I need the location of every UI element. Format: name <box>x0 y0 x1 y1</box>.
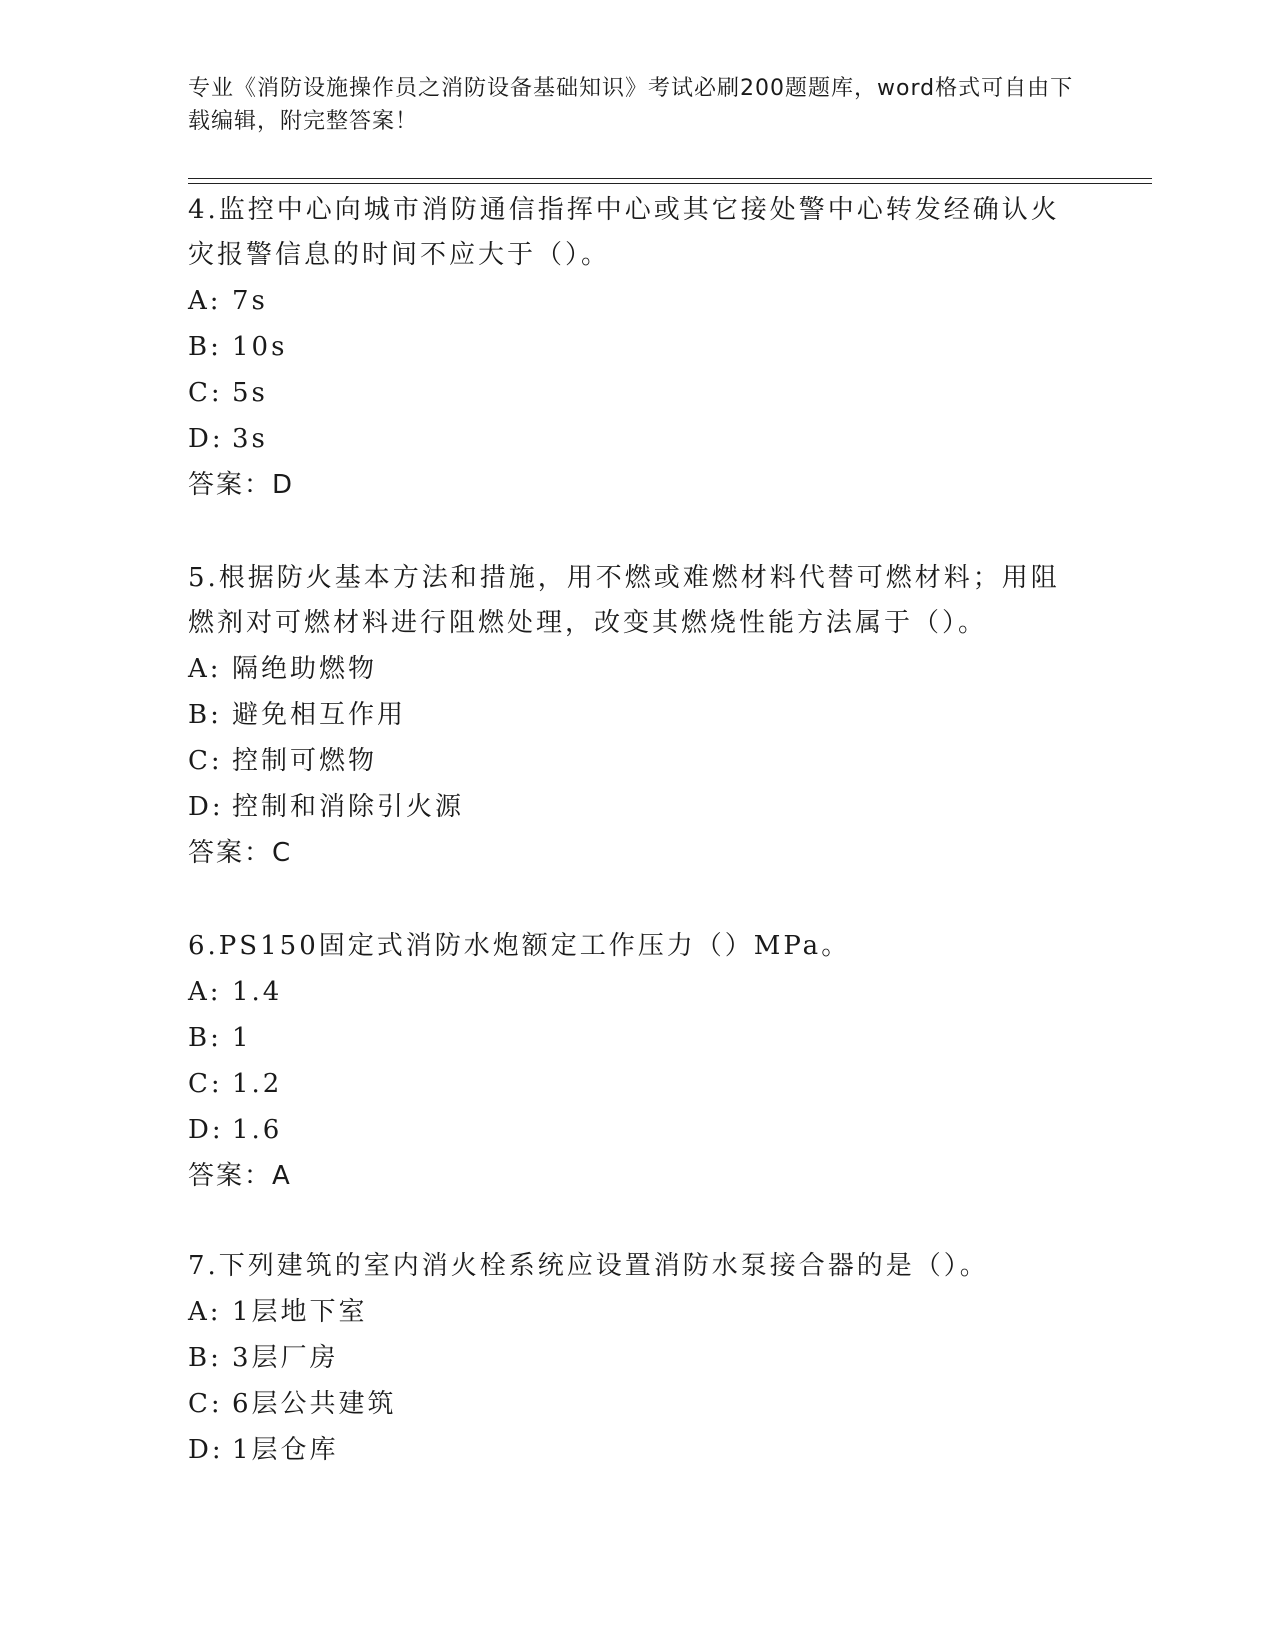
option-b <box>188 1335 1068 1381</box>
option-value: 3层厂房 <box>232 1343 339 1373</box>
option-value: 控制和消除引火源 <box>232 792 465 822</box>
option-key: A: <box>188 286 222 316</box>
option-a <box>188 1289 1068 1335</box>
question-text: 7.下列建筑的室内消火栓系统应设置消防水泵接合器的是（）。 <box>188 1251 989 1281</box>
option-key: C: <box>188 1389 223 1419</box>
option-value: 1.2 <box>232 1069 283 1099</box>
header-title: 专业《消防设施操作员之消防设备基础知识》考试必刷200题题库，word格式可自由下载编辑，附完整答案！ <box>188 76 1074 134</box>
option-c <box>188 370 1068 416</box>
answer-value: C <box>272 838 293 868</box>
option-key: B: <box>188 332 222 362</box>
option-c <box>188 1061 1068 1107</box>
answer-label: 答案： <box>188 470 273 500</box>
option-value: 1.6 <box>232 1115 283 1145</box>
option-value: 隔绝助燃物 <box>232 654 378 684</box>
option-b <box>188 1015 1068 1061</box>
question-6 <box>188 924 1068 1199</box>
answer-line <box>188 830 1068 876</box>
option-d <box>188 1107 1068 1153</box>
option-value: 10s <box>232 332 288 362</box>
option-value: 1 <box>232 1023 252 1053</box>
answer-value: A <box>272 1161 292 1191</box>
question-4 <box>188 188 1068 508</box>
question-text: 5.根据防火基本方法和措施，用不燃或难燃材料代替可燃材料；用阻燃剂对可燃材料进行阻燃处理，改变其燃烧性能方法属于（）。 <box>188 563 1060 638</box>
option-key: D: <box>188 424 224 454</box>
header-divider-top <box>188 178 1152 179</box>
answer-line <box>188 1153 1068 1199</box>
question-5 <box>188 556 1068 876</box>
option-d <box>188 416 1068 462</box>
question-text: 6.PS150固定式消防水炮额定工作压力（）MPa。 <box>188 931 851 961</box>
option-key: B: <box>188 1023 222 1053</box>
answer-line <box>188 462 1068 508</box>
option-key: A: <box>188 654 222 684</box>
option-value: 6层公共建筑 <box>232 1389 397 1419</box>
document-header <box>188 72 1088 138</box>
answer-value: D <box>272 470 295 500</box>
option-value: 1.4 <box>232 977 283 1007</box>
answer-label: 答案： <box>188 838 273 868</box>
option-key: A: <box>188 1297 222 1327</box>
option-d <box>188 784 1068 830</box>
option-value: 避免相互作用 <box>232 700 407 730</box>
option-c <box>188 1381 1068 1427</box>
question-text: 4.监控中心向城市消防通信指挥中心或其它接处警中心转发经确认火灾报警信息的时间不应大于（）。 <box>188 195 1060 270</box>
option-value: 1层仓库 <box>232 1435 339 1465</box>
option-key: C: <box>188 746 223 776</box>
question-7 <box>188 1244 1068 1473</box>
option-value: 1层地下室 <box>232 1297 368 1327</box>
option-a <box>188 646 1068 692</box>
option-key: B: <box>188 1343 222 1373</box>
option-b <box>188 324 1068 370</box>
option-value: 控制可燃物 <box>232 746 378 776</box>
option-key: A: <box>188 977 222 1007</box>
option-d <box>188 1427 1068 1473</box>
option-value: 3s <box>232 424 268 454</box>
option-b <box>188 692 1068 738</box>
answer-label: 答案： <box>188 1161 273 1191</box>
option-value: 5s <box>232 378 268 408</box>
option-key: C: <box>188 378 223 408</box>
option-key: D: <box>188 1435 224 1465</box>
header-divider-bottom <box>188 183 1152 184</box>
option-a <box>188 969 1068 1015</box>
option-c <box>188 738 1068 784</box>
option-key: D: <box>188 1115 224 1145</box>
option-key: C: <box>188 1069 223 1099</box>
option-key: B: <box>188 700 222 730</box>
option-value: 7s <box>232 286 268 316</box>
option-a <box>188 278 1068 324</box>
option-key: D: <box>188 792 224 822</box>
